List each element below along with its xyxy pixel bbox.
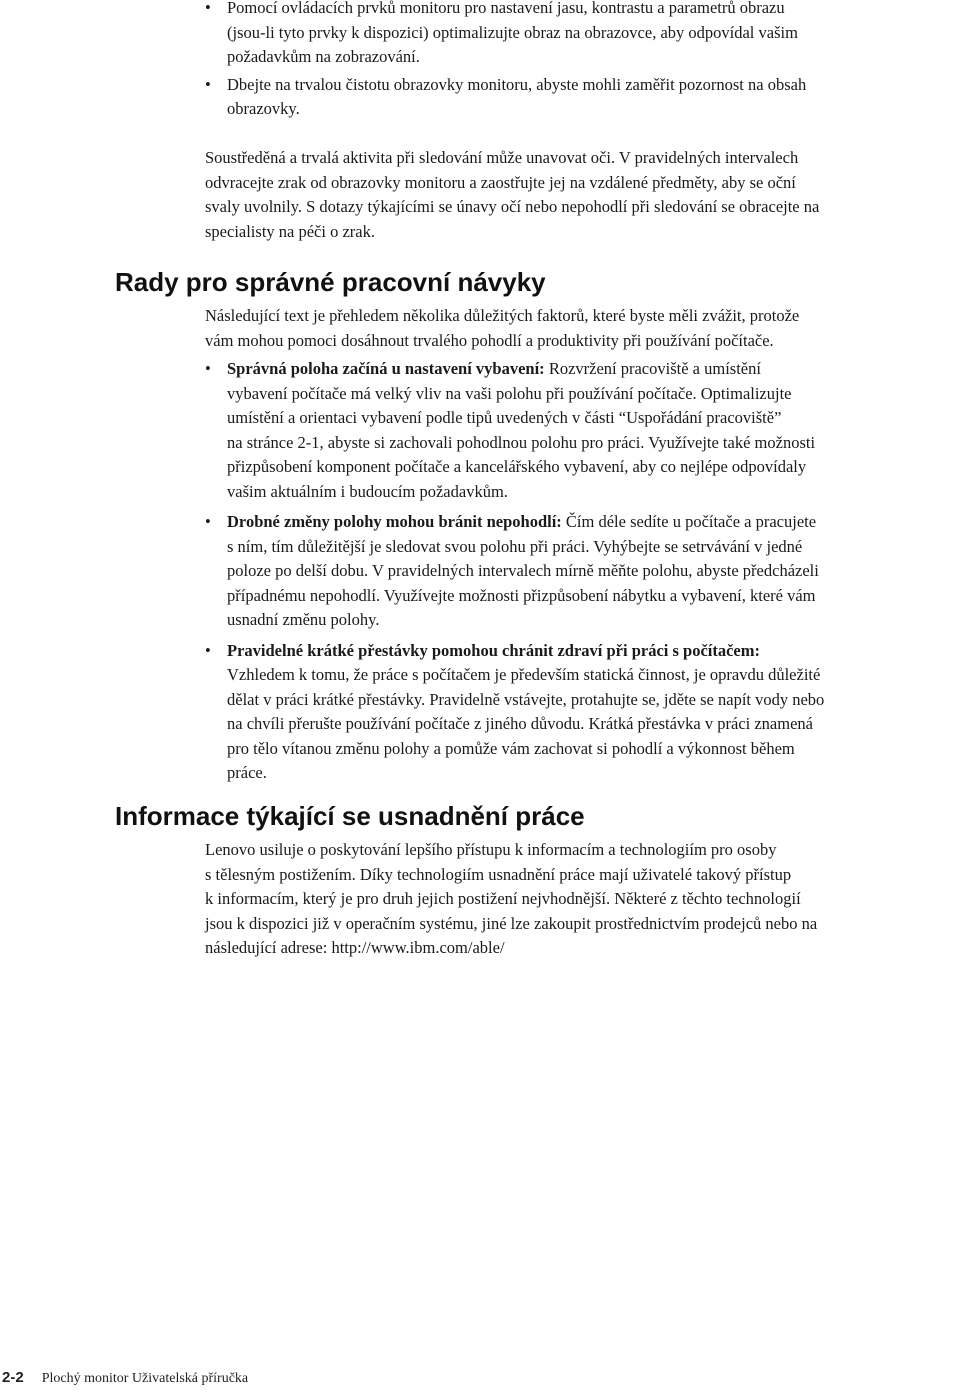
bullet-text: Pomocí ovládacích prvků monitoru pro nastavení jasu, kontrastu a parametrů obrazu (jsou-li tyto prvky k dispozici) optimalizujte obraz na obrazovce, aby odpovídal vašim požadavkům na zobrazování. [227, 0, 798, 66]
book-title: Plochý monitor Uživatelská příručka [41, 1371, 249, 1386]
list-item [205, 510, 957, 633]
bullet-dot-icon: • [205, 640, 211, 660]
bullet-text [227, 357, 957, 504]
bullet-lead: Správná poloha začíná u nastavení vybavení: [227, 359, 545, 378]
bullet-body: Čím déle sedíte u počítače a pracujete s ním, tím důležitější je sledovat svou polohu při práci. Vyhýbejte se setrvávání v jedné poloze po delší dobu. V pravidelných intervalech mírně měňte polohu, abyste předcházeli případnému nepohodlí. Využívejte možnosti přizpůsobení nábytku a vybavení, které vám usnadní změnu polohy. [227, 512, 819, 629]
top-bullet-list [205, 0, 957, 122]
bullet-dot-icon: • [205, 359, 211, 378]
list-item [205, 639, 957, 786]
work-habits-intro: Následující text je přehledem několika důležitých faktorů, které byste měli zvážit, protože vám mohou pomoci dosáhnout trvalého pohodlí a produktivity při používání počítače. [205, 306, 800, 350]
bullet-body: Rozvržení pracoviště a umístění vybavení počítače má velký vliv na vaši polohu při používání počítače. Optimalizujte umístění a orientaci vybavení podle tipů uvedených v části “Uspořádání pracoviště” na stránce 2-1, abyste si zachovali pohodlnou polohu pro práci. Využívejte také možnosti přizpůsobení komponent počítače a kancelářského vybavení, aby co nejlépe odpovídaly vašim aktuálním i budoucím požadavkům. [227, 359, 816, 501]
eye-strain-paragraph: Soustředěná a trvalá aktivita při sledování může unavovat oči. V pravidelných intervalech odvracejte zrak od obrazovky monitoru a zaostřujte jej na vzdálené předměty, aby se oční svaly uvolnily. S dotazy týkajícími se únavy očí nebo nepohodlí při sledování se obracejte na specialisty na péči o zrak. [205, 148, 820, 241]
list-item [205, 0, 957, 70]
bullet-text [227, 510, 957, 633]
bullet-dot-icon: • [205, 74, 211, 94]
page-footer [2, 1368, 248, 1389]
bullet-text [227, 639, 957, 786]
bullet-lead: Drobné změny polohy mohou bránit nepohodlí: [227, 512, 562, 531]
work-habits-bullet-list [205, 357, 957, 786]
list-item [205, 357, 957, 504]
bullet-lead: Pravidelné krátké přestávky pomohou chránit zdraví při práci s počítačem: [227, 640, 760, 660]
section-heading-accessibility: Informace týkající se usnadnění práce [115, 801, 585, 831]
page-number: 2-2 [2, 1369, 24, 1386]
accessibility-paragraph: Lenovo usiluje o poskytování lepšího přístupu k informacím a technologiím pro osoby s tělesným postižením. Díky technologiím usnadnění práce mají uživatelé takový přístup k informacím, který je pro druh jejich postižení nejvhodnější. Některé z těchto technologií jsou k dispozici již v operačním systému, jiné lze zakoupit prostřednictvím prodejců nebo na následující adrese: http://www.ibm.com/able/ [205, 840, 818, 957]
bullet-body: Vzhledem k tomu, že práce s počítačem je především statická činnost, je opravdu důležité dělat v práci krátké přestávky. Pravidelně vstávejte, protahujte se, jděte se napít vody nebo na chvíli přerušte používání počítače z jiného důvodu. Krátká přestávka v práci znamená pro tělo vítanou změnu polohy a pomůže vám zachovat si pohodlí a výkonnost během práce. [227, 665, 825, 782]
section-heading-work-habits: Rady pro správné pracovní návyky [115, 267, 546, 297]
bullet-dot-icon: • [205, 0, 211, 17]
bullet-dot-icon: • [205, 512, 211, 531]
list-item [205, 73, 957, 122]
bullet-text: Dbejte na trvalou čistotu obrazovky monitoru, abyste mohli zaměřit pozornost na obsah obrazovky. [227, 74, 807, 118]
